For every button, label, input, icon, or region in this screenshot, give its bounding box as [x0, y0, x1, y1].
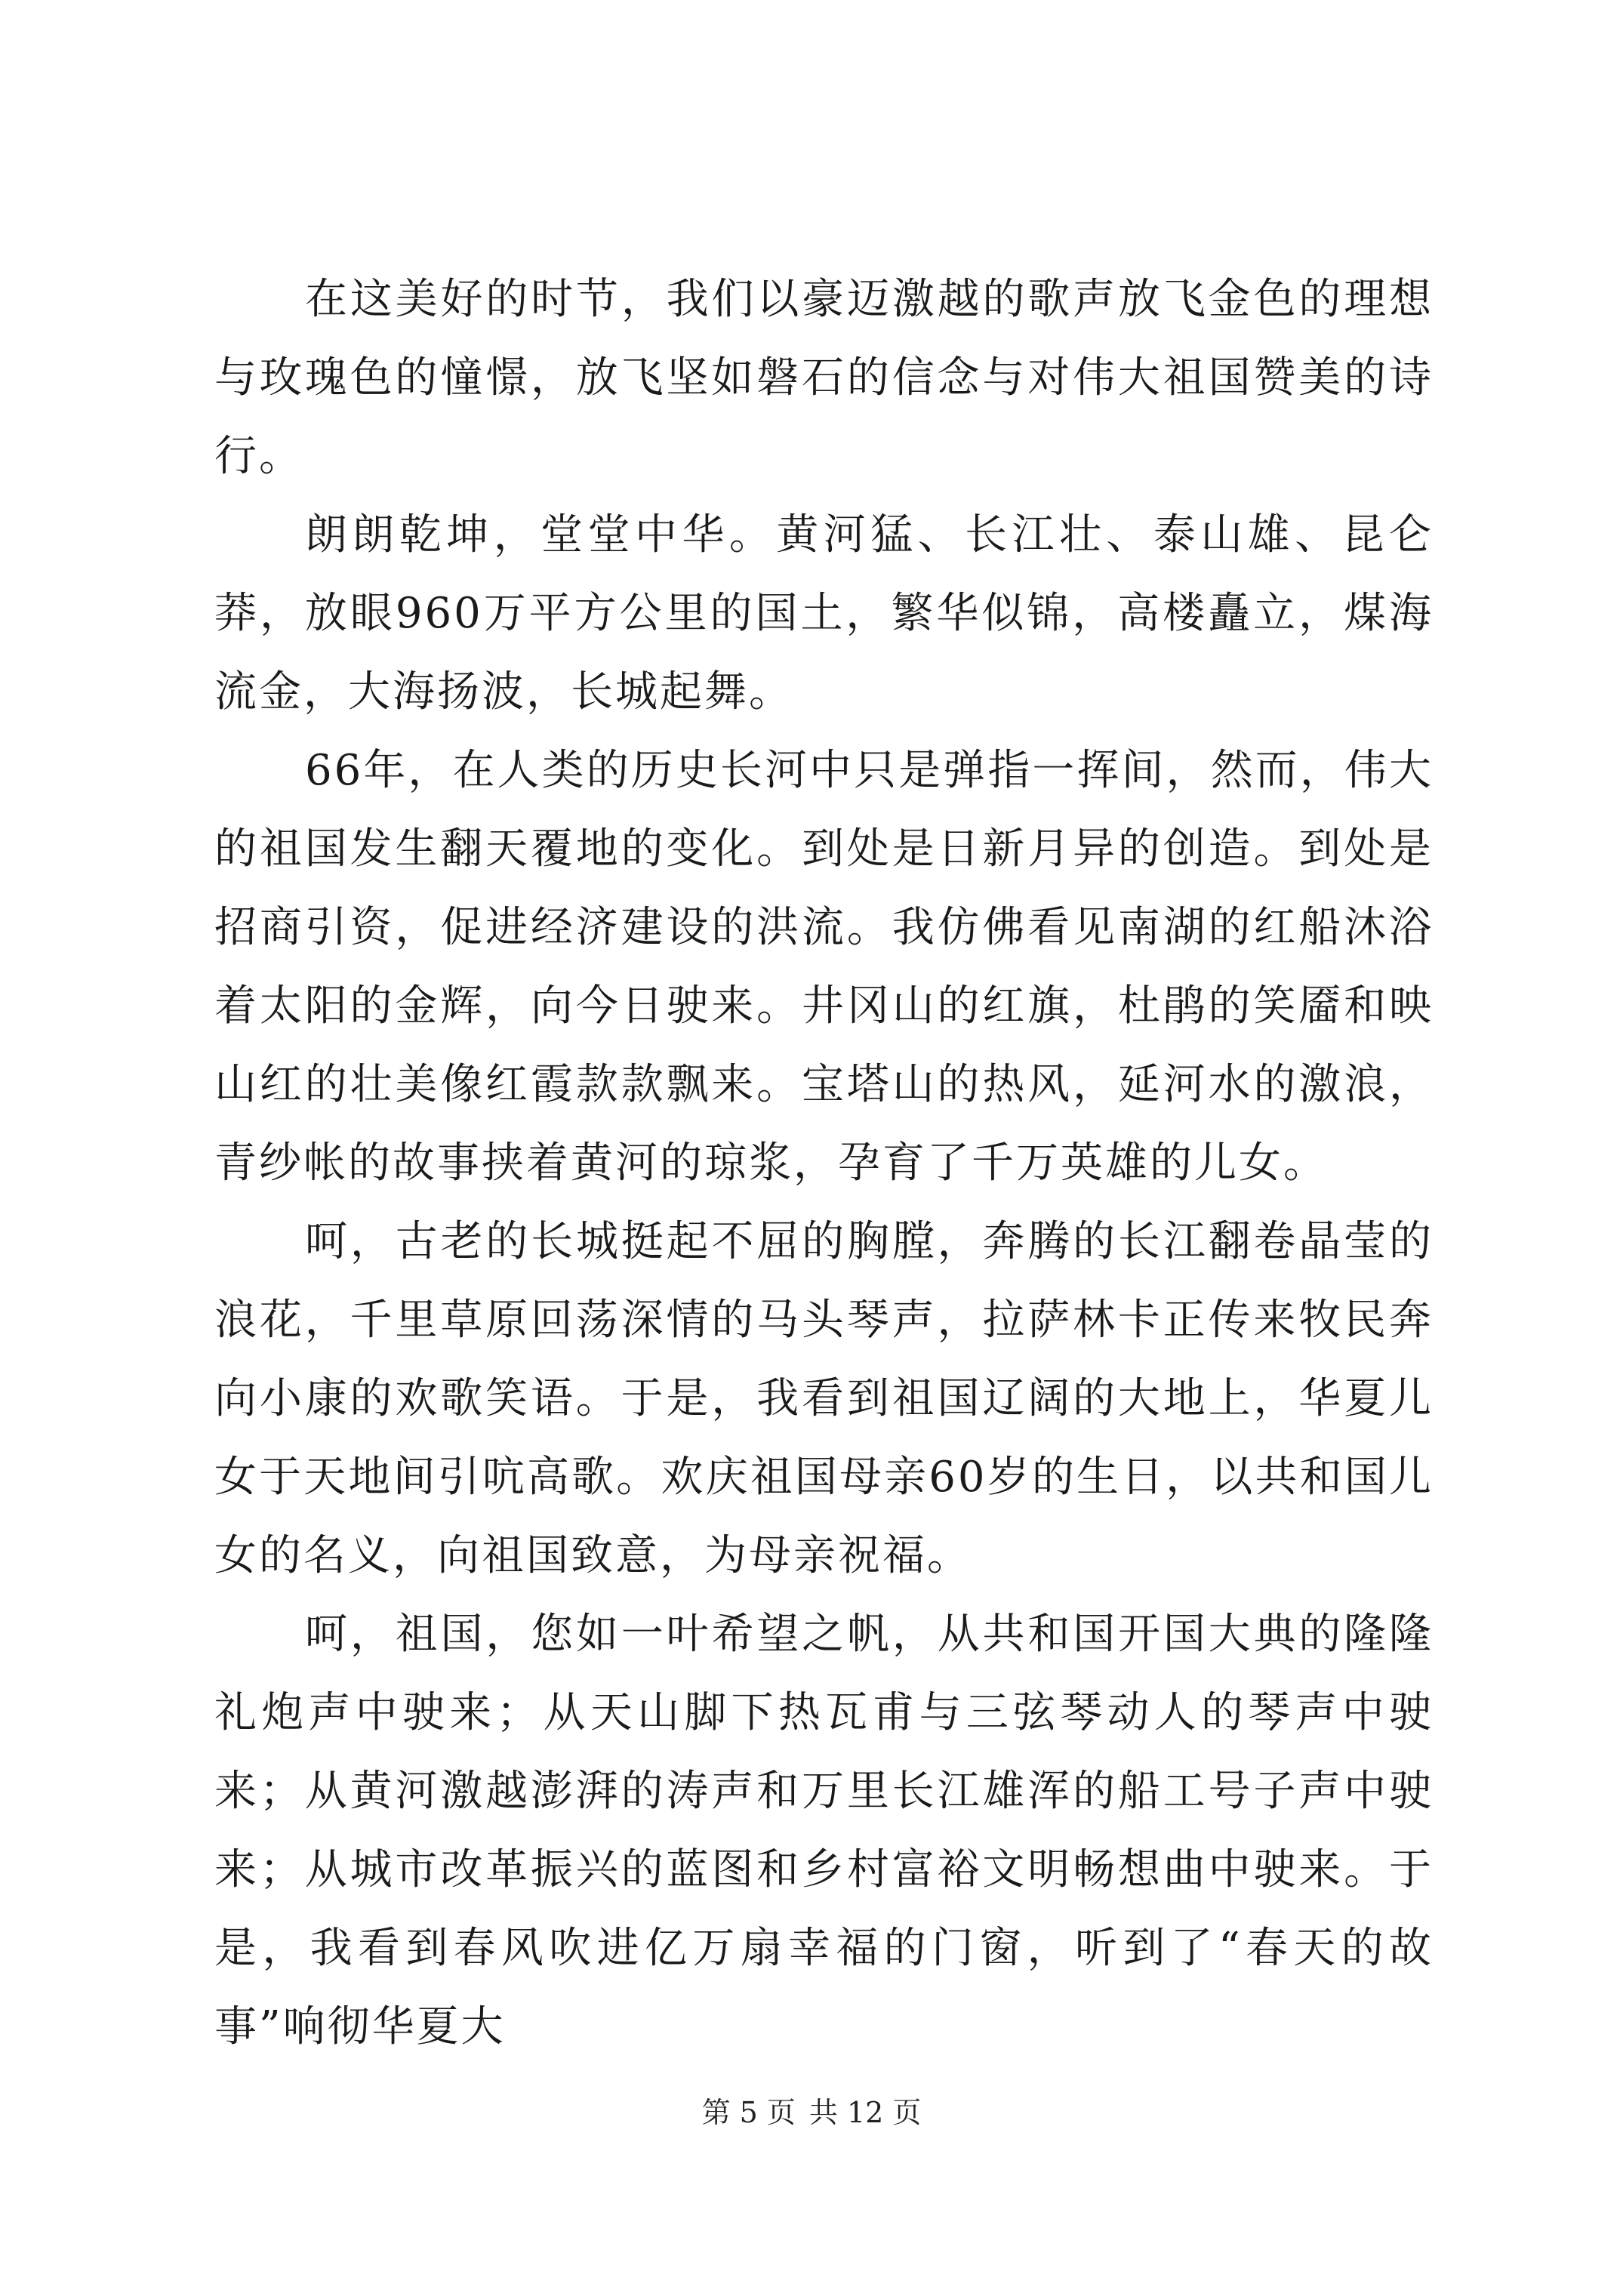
page-footer [0, 2094, 1623, 2131]
page-number: 第 5 页 [701, 2096, 796, 2129]
document-body [214, 260, 1434, 2066]
page-total: 共 12 页 [808, 2096, 922, 2129]
paragraph-2: 朗朗乾坤，堂堂中华。黄河猛、长江壮、泰山雄、昆仑莽，放眼960万平方公里的国土，繁华似锦，高楼矗立，煤海流金，大海扬波，长城起舞。 [214, 510, 1434, 717]
paragraph-5: 呵，祖国，您如一叶希望之帆，从共和国开国大典的隆隆礼炮声中驶来；从天山脚下热瓦甫与三弦琴动人的琴声中驶来；从黄河激越澎湃的涛声和万里长江雄浑的船工号子声中驶来；从城市改革振兴的蓝图和乡村富裕文明畅想曲中驶来。于是，我看到春风吹进亿万扇幸福的门窗，听到了“春天的故事”响彻华夏大 [214, 1610, 1434, 2051]
paragraph-4: 呵，古老的长城挺起不屈的胸膛，奔腾的长江翻卷晶莹的浪花，千里草原回荡深情的马头琴声，拉萨林卡正传来牧民奔向小康的欢歌笑语。于是，我看到祖国辽阔的大地上，华夏儿女于天地间引吭高歌。欢庆祖国母亲60岁的生日，以共和国儿女的名义，向祖国致意，为母亲祝福。 [214, 1217, 1434, 1580]
paragraph-1: 在这美好的时节，我们以豪迈激越的歌声放飞金色的理想与玫瑰色的憧憬，放飞坚如磐石的信念与对伟大祖国赞美的诗行。 [214, 275, 1434, 481]
paragraph-3: 66年，在人类的历史长河中只是弹指一挥间，然而，伟大的祖国发生翻天覆地的变化。到处是日新月异的创造。到处是招商引资，促进经济建设的洪流。我仿佛看见南湖的红船沐浴着太阳的金辉，向今日驶来。井冈山的红旗，杜鹃的笑靥和映山红的壮美像红霞款款飘来。宝塔山的热风，延河水的激浪，青纱帐的故事挟着黄河的琼浆，孕育了千万英雄的儿女。 [214, 746, 1434, 1188]
